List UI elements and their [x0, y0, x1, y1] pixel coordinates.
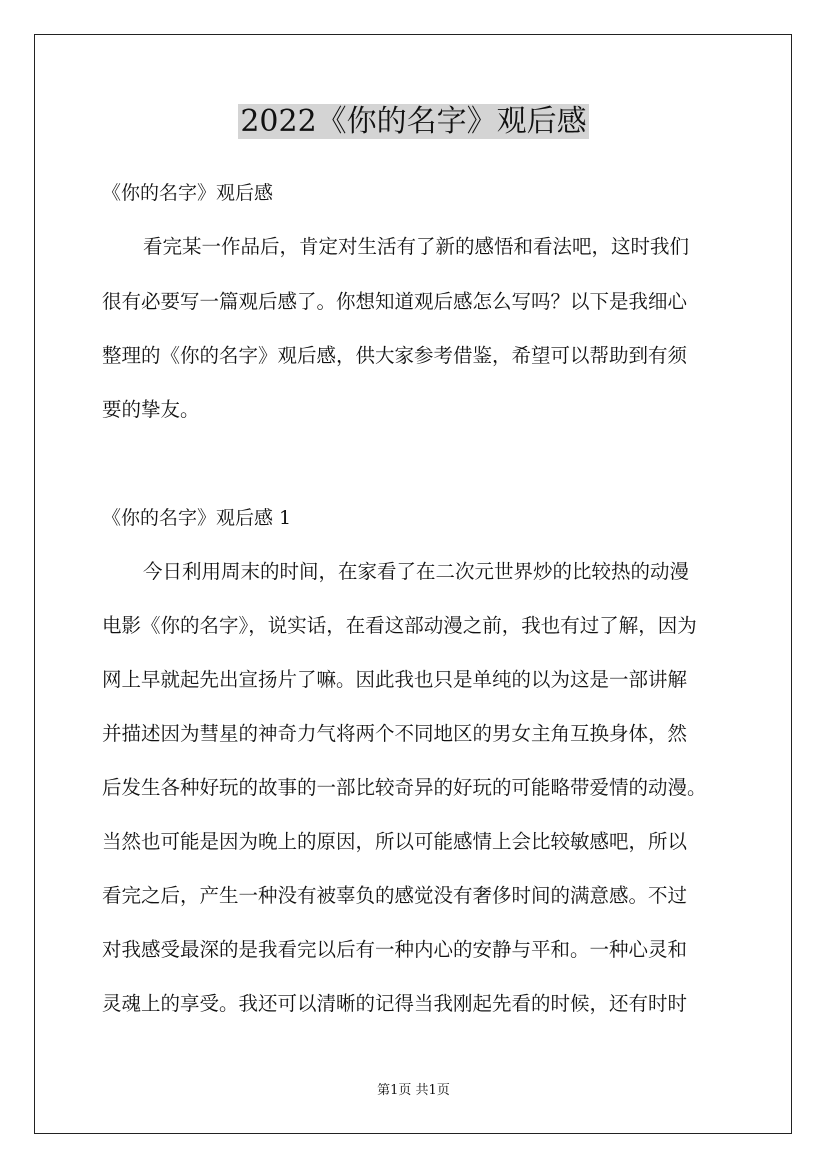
document-title-text: 2022《你的名字》观后感: [240, 104, 587, 139]
intro-line: 看完某一作品后，肯定对生活有了新的感悟和看法吧，这时我们: [143, 235, 690, 258]
section-1-line: 后发生各种好玩的故事的一部比较奇异的好玩的可能略带爱情的动漫。: [102, 776, 707, 799]
section-1-heading: 《你的名字》观后感 1: [102, 507, 292, 529]
section-1-line: 今日利用周末的时间，在家看了在二次元世界炒的比较热的动漫: [143, 560, 690, 583]
section-1-line: 网上早就起先出宣扬片了嘛。因此我也只是单纯的以为这是一部讲解: [102, 668, 688, 691]
intro-line: 很有必要写一篇观后感了。你想知道观后感怎么写吗？以下是我细心: [102, 290, 688, 313]
intro-line: 整理的《你的名字》观后感，供大家参考借鉴，希望可以帮助到有须: [102, 344, 688, 367]
intro-heading: 《你的名字》观后感: [102, 182, 274, 204]
section-1-line: 看完之后，产生一种没有被辜负的感觉没有奢侈时间的满意感。不过: [102, 884, 688, 907]
section-1-line: 当然也可能是因为晚上的原因，所以可能感情上会比较敏感吧，所以: [102, 830, 688, 853]
section-1-line: 并描述因为彗星的神奇力气将两个不同地区的男女主角互换身体，然: [102, 722, 688, 745]
intro-line: 要的挚友。: [102, 398, 200, 421]
section-1-line: 对我感受最深的是我看完以后有一种内心的安静与平和。一种心灵和: [102, 938, 688, 961]
section-1-line: 电影《你的名字》，说实话，在看这部动漫之前，我也有过了解，因为: [102, 614, 697, 637]
page-footer: 第1页 共1页: [377, 1083, 450, 1098]
section-1-line: 灵魂上的享受。我还可以清晰的记得当我刚起先看的时候，还有时时: [102, 992, 688, 1015]
document-title: [0, 100, 827, 144]
